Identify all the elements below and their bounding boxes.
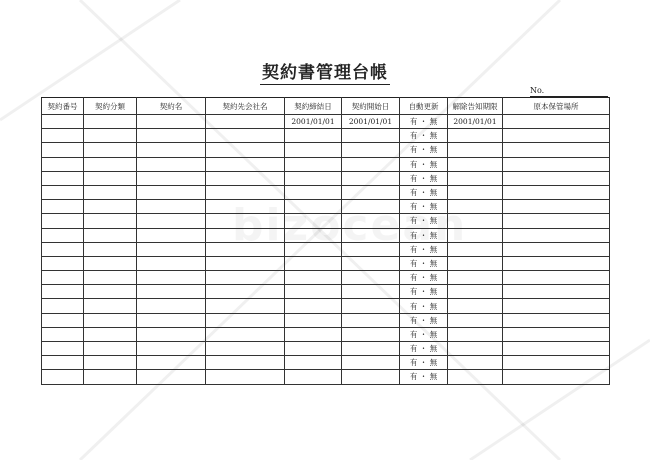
cell-contract-number xyxy=(42,342,84,356)
cell-contract-number xyxy=(42,228,84,242)
cell-contract-name xyxy=(137,370,206,384)
cell-original-location xyxy=(503,242,610,256)
cell-auto-renewal: 有 ・ 無 xyxy=(400,285,448,299)
cell-auto-renewal: 有 ・ 無 xyxy=(400,200,448,214)
column-header-contract-category: 契約分類 xyxy=(84,98,137,115)
cell-counterparty xyxy=(206,342,285,356)
cell-counterparty xyxy=(206,370,285,384)
cell-contract-name xyxy=(137,342,206,356)
column-header-signing-date: 契約締結日 xyxy=(285,98,342,115)
cell-contract-number xyxy=(42,185,84,199)
cell-counterparty xyxy=(206,356,285,370)
cell-counterparty xyxy=(206,327,285,341)
cell-counterparty xyxy=(206,214,285,228)
cell-contract-number xyxy=(42,115,84,129)
cell-contract-category xyxy=(84,299,137,313)
cell-start-date xyxy=(342,370,400,384)
cell-signing-date xyxy=(285,256,342,270)
cell-cancellation-deadline xyxy=(448,143,503,157)
cell-start-date xyxy=(342,185,400,199)
cell-start-date xyxy=(342,271,400,285)
cell-contract-name xyxy=(137,115,206,129)
cell-start-date xyxy=(342,143,400,157)
cell-contract-name xyxy=(137,327,206,341)
cell-counterparty xyxy=(206,313,285,327)
table-row xyxy=(42,370,610,384)
cell-start-date xyxy=(342,356,400,370)
cell-auto-renewal: 有 ・ 無 xyxy=(400,299,448,313)
cell-contract-name xyxy=(137,157,206,171)
cell-counterparty xyxy=(206,157,285,171)
cell-contract-category xyxy=(84,271,137,285)
cell-auto-renewal: 有 ・ 無 xyxy=(400,115,448,129)
cell-signing-date xyxy=(285,242,342,256)
cell-contract-number xyxy=(42,356,84,370)
cell-original-location xyxy=(503,129,610,143)
cell-contract-category xyxy=(84,356,137,370)
cell-signing-date xyxy=(285,129,342,143)
cell-original-location xyxy=(503,228,610,242)
cell-contract-number xyxy=(42,299,84,313)
cell-auto-renewal: 有 ・ 無 xyxy=(400,171,448,185)
cell-contract-name xyxy=(137,143,206,157)
cell-original-location xyxy=(503,256,610,270)
cell-contract-name xyxy=(137,228,206,242)
cell-start-date xyxy=(342,157,400,171)
cell-counterparty xyxy=(206,171,285,185)
cell-cancellation-deadline xyxy=(448,342,503,356)
cell-contract-category xyxy=(84,313,137,327)
cell-contract-number xyxy=(42,157,84,171)
table-row xyxy=(42,356,610,370)
cell-start-date xyxy=(342,242,400,256)
cell-signing-date xyxy=(285,271,342,285)
cell-auto-renewal: 有 ・ 無 xyxy=(400,242,448,256)
cell-original-location xyxy=(503,356,610,370)
cell-auto-renewal: 有 ・ 無 xyxy=(400,356,448,370)
cell-original-location xyxy=(503,143,610,157)
cell-contract-category xyxy=(84,285,137,299)
cell-original-location xyxy=(503,313,610,327)
cell-cancellation-deadline xyxy=(448,356,503,370)
cell-original-location xyxy=(503,157,610,171)
cell-contract-number xyxy=(42,327,84,341)
cell-auto-renewal: 有 ・ 無 xyxy=(400,370,448,384)
cell-contract-category xyxy=(84,256,137,270)
cell-auto-renewal: 有 ・ 無 xyxy=(400,157,448,171)
cell-original-location xyxy=(503,327,610,341)
table-row xyxy=(42,327,610,341)
cell-cancellation-deadline: 2001/01/01 xyxy=(448,115,503,129)
cell-counterparty xyxy=(206,228,285,242)
cell-signing-date xyxy=(285,299,342,313)
cell-cancellation-deadline xyxy=(448,327,503,341)
table-row xyxy=(42,299,610,313)
table-row xyxy=(42,242,610,256)
table-row xyxy=(42,171,610,185)
cell-signing-date xyxy=(285,370,342,384)
column-header-start-date: 契約開始日 xyxy=(342,98,400,115)
cell-contract-number xyxy=(42,129,84,143)
table-row xyxy=(42,342,610,356)
cell-auto-renewal: 有 ・ 無 xyxy=(400,327,448,341)
cell-counterparty xyxy=(206,143,285,157)
cell-contract-name xyxy=(137,185,206,199)
cell-cancellation-deadline xyxy=(448,129,503,143)
column-header-contract-number: 契約番号 xyxy=(42,98,84,115)
table-row xyxy=(42,228,610,242)
cell-cancellation-deadline xyxy=(448,228,503,242)
cell-cancellation-deadline xyxy=(448,256,503,270)
cell-signing-date: 2001/01/01 xyxy=(285,115,342,129)
cell-auto-renewal: 有 ・ 無 xyxy=(400,256,448,270)
cell-signing-date xyxy=(285,285,342,299)
table-row xyxy=(42,185,610,199)
cell-cancellation-deadline xyxy=(448,271,503,285)
cell-contract-name xyxy=(137,271,206,285)
cell-auto-renewal: 有 ・ 無 xyxy=(400,228,448,242)
document-number-field: No. xyxy=(530,86,608,97)
table-row xyxy=(42,115,610,129)
cell-start-date xyxy=(342,256,400,270)
cell-original-location xyxy=(503,171,610,185)
cell-cancellation-deadline xyxy=(448,200,503,214)
cell-contract-category xyxy=(84,214,137,228)
cell-start-date xyxy=(342,313,400,327)
cell-signing-date xyxy=(285,200,342,214)
cell-auto-renewal: 有 ・ 無 xyxy=(400,342,448,356)
cell-signing-date xyxy=(285,185,342,199)
cell-contract-number xyxy=(42,313,84,327)
cell-original-location xyxy=(503,370,610,384)
cell-contract-category xyxy=(84,370,137,384)
cell-contract-number xyxy=(42,256,84,270)
cell-auto-renewal: 有 ・ 無 xyxy=(400,271,448,285)
cell-signing-date xyxy=(285,143,342,157)
cell-contract-name xyxy=(137,256,206,270)
cell-original-location xyxy=(503,271,610,285)
document-title: 契約書管理台帳 xyxy=(262,63,388,83)
column-header-auto-renewal: 自動更新 xyxy=(400,98,448,115)
cell-cancellation-deadline xyxy=(448,299,503,313)
cell-cancellation-deadline xyxy=(448,157,503,171)
cell-contract-category xyxy=(84,157,137,171)
cell-cancellation-deadline xyxy=(448,185,503,199)
column-header-counterparty: 契約先会社名 xyxy=(206,98,285,115)
cell-start-date xyxy=(342,171,400,185)
cell-contract-number xyxy=(42,370,84,384)
cell-contract-number xyxy=(42,214,84,228)
cell-start-date xyxy=(342,200,400,214)
cell-original-location xyxy=(503,299,610,313)
cell-contract-name xyxy=(137,356,206,370)
cell-signing-date xyxy=(285,342,342,356)
cell-cancellation-deadline xyxy=(448,242,503,256)
cell-original-location xyxy=(503,185,610,199)
cell-signing-date xyxy=(285,157,342,171)
table-header-row xyxy=(42,98,610,115)
column-header-contract-name: 契約名 xyxy=(137,98,206,115)
cell-counterparty xyxy=(206,299,285,313)
cell-auto-renewal: 有 ・ 無 xyxy=(400,185,448,199)
cell-counterparty xyxy=(206,242,285,256)
cell-contract-number xyxy=(42,271,84,285)
cell-contract-category xyxy=(84,185,137,199)
cell-cancellation-deadline xyxy=(448,313,503,327)
cell-counterparty xyxy=(206,115,285,129)
cell-contract-number xyxy=(42,200,84,214)
cell-counterparty xyxy=(206,129,285,143)
cell-counterparty xyxy=(206,200,285,214)
table-body xyxy=(42,115,610,385)
cell-start-date: 2001/01/01 xyxy=(342,115,400,129)
cell-counterparty xyxy=(206,185,285,199)
cell-contract-category xyxy=(84,342,137,356)
cell-start-date xyxy=(342,129,400,143)
cell-start-date xyxy=(342,214,400,228)
cell-signing-date xyxy=(285,313,342,327)
cell-start-date xyxy=(342,285,400,299)
cell-contract-category xyxy=(84,129,137,143)
table-row xyxy=(42,271,610,285)
cell-start-date xyxy=(342,228,400,242)
cell-auto-renewal: 有 ・ 無 xyxy=(400,214,448,228)
cell-contract-number xyxy=(42,143,84,157)
cell-counterparty xyxy=(206,285,285,299)
cell-contract-name xyxy=(137,129,206,143)
table-row xyxy=(42,256,610,270)
cell-contract-name xyxy=(137,285,206,299)
cell-signing-date xyxy=(285,171,342,185)
cell-cancellation-deadline xyxy=(448,171,503,185)
cell-counterparty xyxy=(206,271,285,285)
cell-original-location xyxy=(503,285,610,299)
cell-contract-category xyxy=(84,200,137,214)
cell-start-date xyxy=(342,299,400,313)
cell-contract-name xyxy=(137,171,206,185)
cell-auto-renewal: 有 ・ 無 xyxy=(400,129,448,143)
cell-cancellation-deadline xyxy=(448,285,503,299)
cell-counterparty xyxy=(206,256,285,270)
cell-signing-date xyxy=(285,228,342,242)
cell-signing-date xyxy=(285,214,342,228)
table-row xyxy=(42,285,610,299)
cell-contract-category xyxy=(84,242,137,256)
table-row xyxy=(42,313,610,327)
cell-contract-name xyxy=(137,242,206,256)
cell-start-date xyxy=(342,342,400,356)
cell-start-date xyxy=(342,327,400,341)
cell-cancellation-deadline xyxy=(448,214,503,228)
table-row xyxy=(42,200,610,214)
cell-contract-category xyxy=(84,327,137,341)
table-row xyxy=(42,143,610,157)
cell-contract-name xyxy=(137,313,206,327)
table-row xyxy=(42,157,610,171)
cell-contract-category xyxy=(84,115,137,129)
column-header-original-location: 原本保管場所 xyxy=(503,98,610,115)
cell-contract-category xyxy=(84,228,137,242)
cell-original-location xyxy=(503,115,610,129)
cell-original-location xyxy=(503,200,610,214)
cell-signing-date xyxy=(285,327,342,341)
cell-original-location xyxy=(503,214,610,228)
cell-contract-name xyxy=(137,214,206,228)
column-header-cancellation-deadline: 解除告知期限 xyxy=(448,98,503,115)
cell-contract-name xyxy=(137,200,206,214)
cell-contract-category xyxy=(84,171,137,185)
cell-cancellation-deadline xyxy=(448,370,503,384)
cell-original-location xyxy=(503,342,610,356)
cell-contract-number xyxy=(42,171,84,185)
cell-auto-renewal: 有 ・ 無 xyxy=(400,143,448,157)
cell-contract-category xyxy=(84,143,137,157)
cell-contract-number xyxy=(42,285,84,299)
contract-ledger-table xyxy=(41,97,610,385)
cell-auto-renewal: 有 ・ 無 xyxy=(400,313,448,327)
cell-contract-name xyxy=(137,299,206,313)
cell-signing-date xyxy=(285,356,342,370)
table-row xyxy=(42,129,610,143)
cell-contract-number xyxy=(42,242,84,256)
table-row xyxy=(42,214,610,228)
